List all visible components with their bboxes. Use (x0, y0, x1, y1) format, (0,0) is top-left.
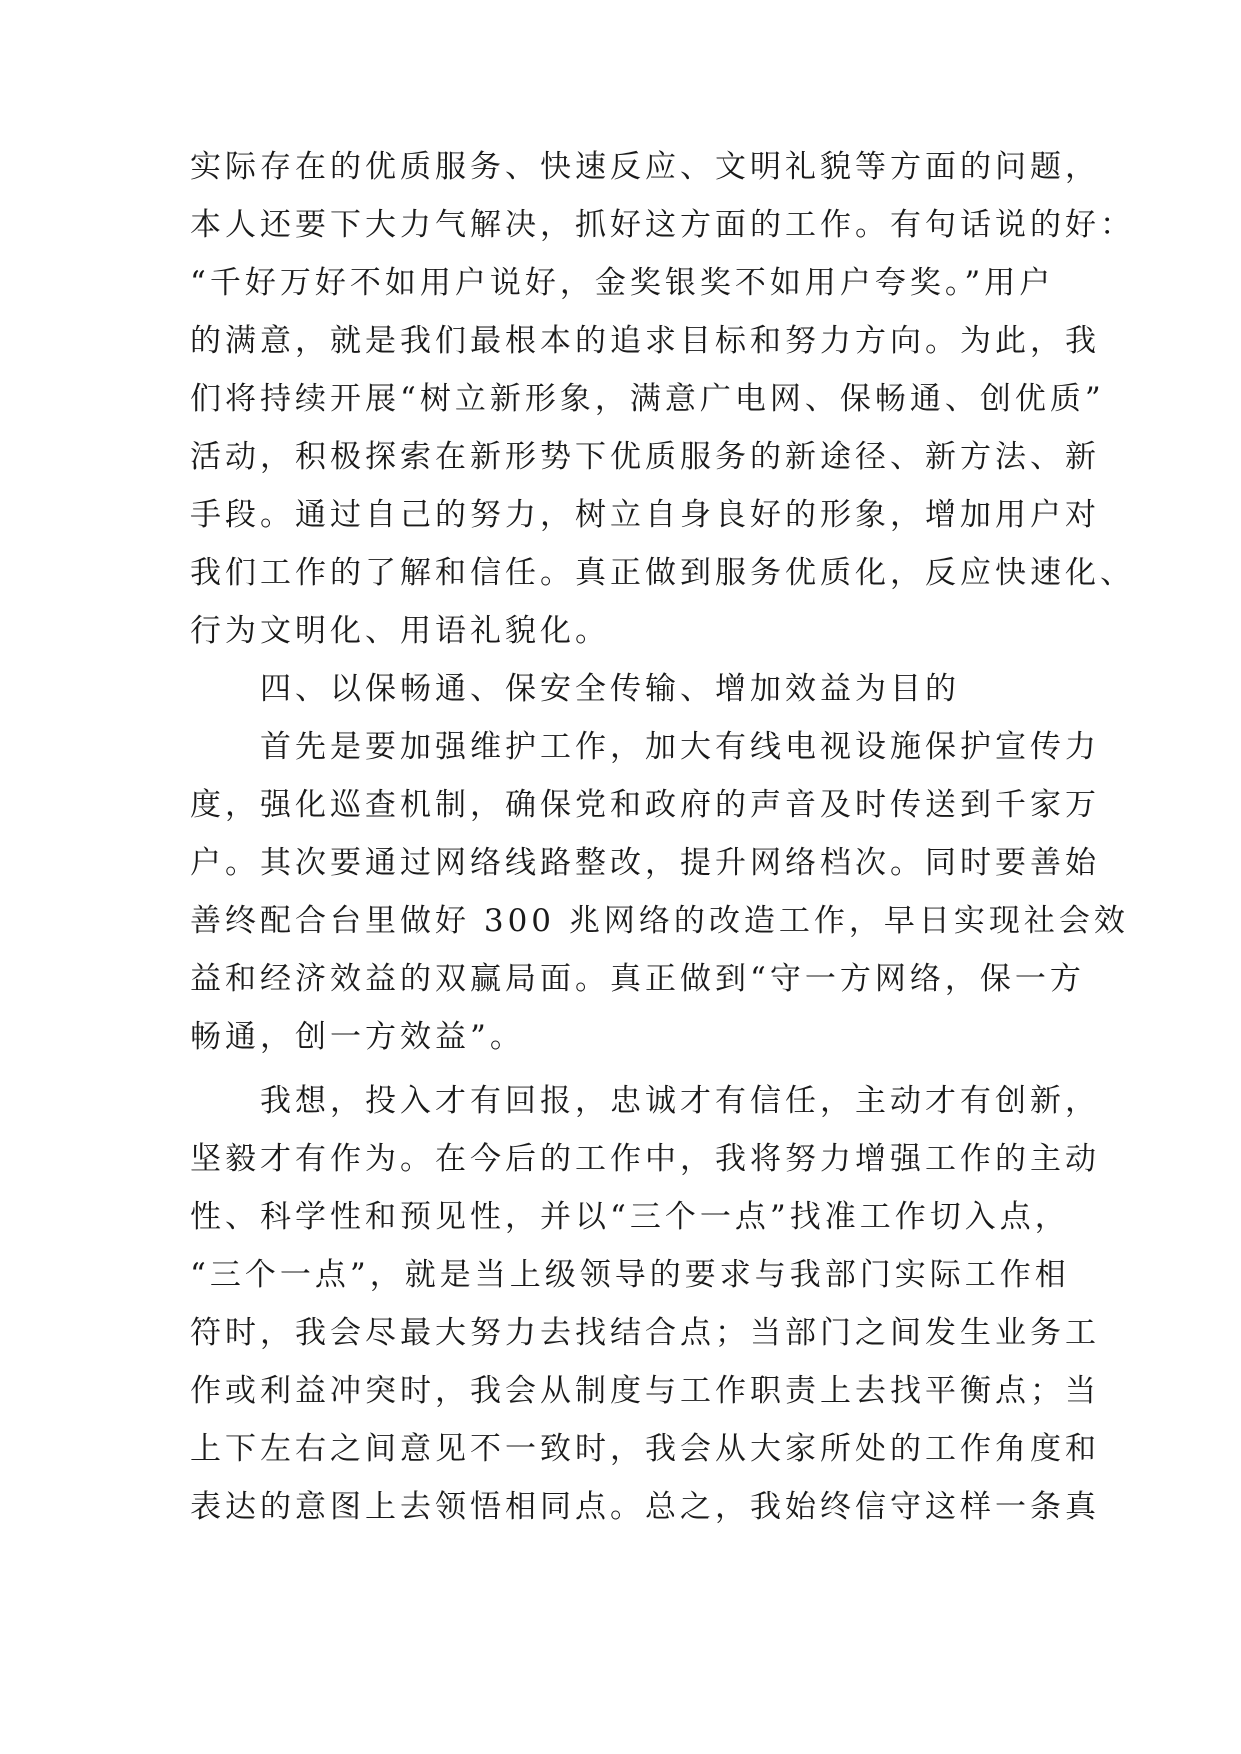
text-line: 上下左右之间意见不一致时，我会从大家所处的工作角度和 (190, 1431, 1100, 1467)
text-line: 实际存在的优质服务、快速反应、文明礼貌等方面的问题， (190, 149, 1100, 185)
text-line: 善终配合台里做好 300 兆网络的改造工作，早日实现社会效 (190, 903, 1129, 939)
text-line: 符时，我会尽最大努力去找结合点；当部门之间发生业务工 (190, 1315, 1100, 1351)
text-line: 我们工作的了解和信任。真正做到服务优质化，反应快速化、 (190, 555, 1135, 591)
text-line: “千好万好不如用户说好，金奖银奖不如用户夸奖。”用户 (190, 265, 1055, 301)
text-line: 户。其次要通过网络线路整改，提升网络档次。同时要善始 (190, 845, 1100, 881)
text-line: 益和经济效益的双赢局面。真正做到“守一方网络，保一方 (190, 961, 1085, 997)
text-line: “三个一点”，就是当上级领导的要求与我部门实际工作相 (190, 1257, 1070, 1293)
text-line: 的满意，就是我们最根本的追求目标和努力方向。为此，我 (190, 323, 1100, 359)
text-line: 行为文明化、用语礼貌化。 (190, 613, 610, 649)
text-line: 性、科学性和预见性，并以“三个一点”找准工作切入点， (190, 1199, 1070, 1235)
text-line: 活动，积极探索在新形势下优质服务的新途径、新方法、新 (190, 439, 1100, 475)
text-line: 坚毅才有作为。在今后的工作中，我将努力增强工作的主动 (190, 1141, 1100, 1177)
text-line: 畅通，创一方效益”。 (190, 1019, 525, 1055)
text-line: 手段。通过自己的努力，树立自身良好的形象，增加用户对 (190, 497, 1100, 533)
text-line: 表达的意图上去领悟相同点。总之，我始终信守这样一条真 (190, 1489, 1100, 1525)
text-line: 们将持续开展“树立新形象，满意广电网、保畅通、创优质” (190, 381, 1105, 417)
body-text (190, 138, 1135, 1536)
section-heading: 四、以保畅通、保安全传输、增加效益为目的 (260, 671, 960, 707)
text-line: 我想，投入才有回报，忠诚才有信任，主动才有创新， (260, 1083, 1100, 1119)
text-line: 本人还要下大力气解决，抓好这方面的工作。有句话说的好： (190, 207, 1135, 243)
text-line: 作或利益冲突时，我会从制度与工作职责上去找平衡点；当 (190, 1373, 1100, 1409)
text-line: 度，强化巡查机制，确保党和政府的声音及时传送到千家万 (190, 787, 1100, 823)
text-line: 首先是要加强维护工作，加大有线电视设施保护宣传力 (260, 729, 1100, 765)
